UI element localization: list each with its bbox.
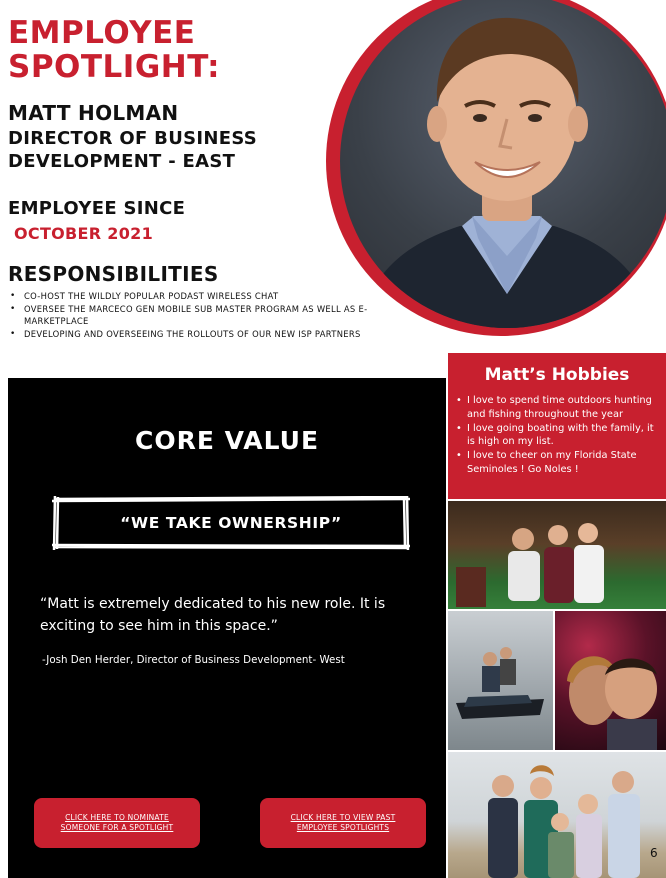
title-line-2: SPOTLIGHT: (8, 49, 221, 85)
portrait-photo (340, 0, 666, 328)
jetski-illustration (448, 611, 553, 750)
responsibility-item: • OVERSEE THE MARCECO GEN MOBILE SUB MASTER PROGRAM AS WELL AS E-MARKETPLACE (8, 303, 408, 328)
header-section (0, 0, 666, 378)
family-illustration (448, 752, 666, 878)
employee-role (8, 127, 308, 173)
responsibility-item: • DEVELOPING AND OVERSEEING THE ROLLOUTS OF OUR NEW ISP PARTNERS (8, 328, 408, 341)
testimonial-attribution: -Josh Den Herder, Director of Business Development- West (42, 654, 345, 666)
portrait-illustration (340, 0, 666, 328)
responsibilities-list (8, 290, 408, 340)
hobby-item: • I love to spend time outdoors hunting and fishing throughout the year (454, 394, 660, 422)
hobbies-title: Matt’s Hobbies (484, 365, 630, 385)
title-line-1: EMPLOYEE (8, 15, 196, 51)
hobbies-panel (448, 353, 666, 499)
responsibility-item: • CO-HOST THE WILDLY POPULAR PODAST WIRELESS CHAT (8, 290, 408, 303)
stadium-illustration (448, 501, 666, 609)
core-value-text: “WE TAKE OWNERSHIP” (120, 514, 342, 532)
core-value-panel (8, 378, 446, 878)
employee-name: MATT HOLMAN (8, 101, 179, 125)
role-line-1: DIRECTOR OF BUSINESS (8, 128, 258, 149)
spotlight-title (8, 16, 220, 84)
hobby-item: • I love going boating with the family, it is high on my list. (454, 422, 660, 450)
nominate-button[interactable]: CLICK HERE TO NOMINATE SOMEONE FOR A SPOTLIGHT (34, 798, 200, 848)
employee-since-label: EMPLOYEE SINCE (8, 198, 186, 219)
testimonial-quote: “Matt is extremely dedicated to his new role. It is exciting to see him in this space.” (40, 596, 386, 634)
page-number: 6 (650, 846, 658, 860)
employee-since-value: OCTOBER 2021 (14, 224, 154, 243)
role-line-2: DEVELOPMENT - EAST (8, 151, 236, 172)
responsibilities-title: RESPONSIBILITIES (8, 262, 219, 286)
core-value-title: CORE VALUE (134, 426, 320, 455)
view-past-spotlights-button[interactable]: CLICK HERE TO VIEW PAST EMPLOYEE SPOTLIGHTS (260, 798, 426, 848)
hobbies-list (454, 394, 660, 477)
core-value-box (52, 496, 410, 550)
selfie-illustration (555, 611, 666, 750)
jetski-photo (448, 611, 553, 750)
hobby-item: • I love to cheer on my Florida State Seminoles ! Go Noles ! (454, 449, 660, 477)
family-beach-photo (448, 752, 666, 878)
couple-selfie-photo (555, 611, 666, 750)
stadium-photo (448, 501, 666, 609)
